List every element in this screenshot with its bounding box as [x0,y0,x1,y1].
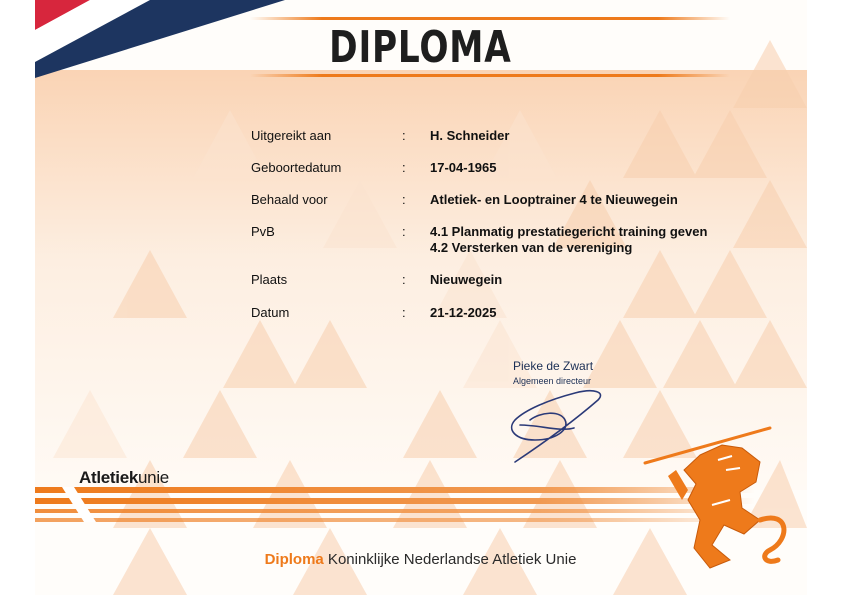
diploma-title: DIPLOMA [329,22,512,73]
logo-bold-text: Atletiek [79,468,139,487]
field-label: Geboortedatum [251,160,342,175]
field-value: 4.1 Planmatig prestatiegericht training geven [430,224,708,239]
title-line-top [250,17,730,20]
field-value: Nieuwegein [430,272,503,287]
field-value: 17-04-1965 [430,160,497,175]
signatory-name: Pieke de Zwart [513,359,594,373]
field-label: Datum [251,305,290,320]
field-label: Behaald voor [251,192,328,207]
field-value: 21-12-2025 [430,305,497,320]
field-value-second-line: 4.2 Versterken van de vereniging [430,240,633,255]
field-label: Plaats [251,272,288,287]
atletiekunie-logo [79,468,169,488]
field-separator: : [402,224,406,239]
field-separator: : [402,160,406,175]
field-label: Uitgereikt aan [251,128,332,143]
field-label: PvB [251,224,275,239]
field-separator: : [402,128,406,143]
signatory-role: Algemeen directeur [513,376,592,386]
field-separator: : [402,305,406,320]
footer-caption [0,551,841,568]
footer-highlight: Diploma [264,551,324,568]
footer-rest: Koninklijke Nederlandse Atletiek Unie [323,551,577,568]
field-value: Atletiek- en Looptrainer 4 te Nieuwegein [430,192,678,207]
field-value: H. Schneider [430,128,510,143]
logo-light-text: unie [138,468,169,487]
field-separator: : [402,272,406,287]
title-line-bottom [250,74,730,77]
field-separator: : [402,192,406,207]
